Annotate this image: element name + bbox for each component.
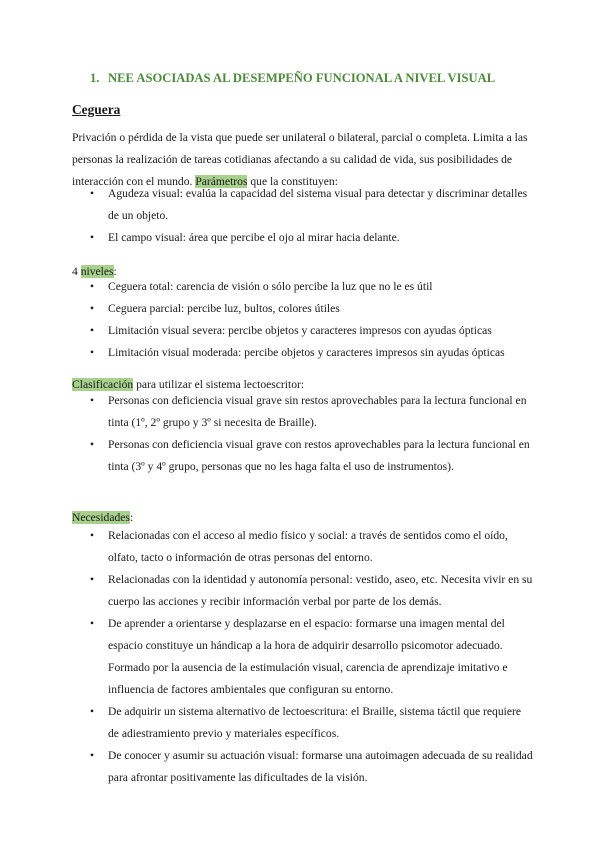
parametros-highlight: Parámetros [195, 175, 248, 188]
list-item: • Limitación visual severa: percibe objetos y caracteres impresos con ayudas ópticas [72, 320, 534, 342]
list-item: • Ceguera parcial: percibe luz, bultos, colores útiles [72, 298, 534, 320]
niveles-count: 4 [72, 265, 81, 278]
list-item: • Personas con deficiencia visual grave sin restos aprovechables para la lectura funcional en tinta (1º, 2º grupo y 3º si necesita de Braille). [72, 390, 534, 434]
title-number: 1. [90, 71, 100, 85]
section-heading: Ceguera [72, 102, 121, 117]
intro-after: que la constituyen: [247, 175, 338, 188]
list-item: • Relacionadas con la identidad y autonomía personal: vestido, aseo, etc. Necesita vivir en su cuerpo las acciones y recibir información verbal por parte de los demás. [72, 569, 534, 613]
niveles-highlight: niveles [80, 265, 114, 278]
niveles-list [72, 276, 534, 364]
necesidades-colon: : [129, 511, 134, 524]
necesidades-highlight: Necesidades [72, 511, 130, 524]
page-title [90, 69, 495, 87]
list-item: • De aprender a orientarse y desplazarse en el espacio: formarse una imagen mental del espacio constituye un hándicap a la hora de adquirir desarrollo psicomotor adecuado. Formado por la ausencia de la estimulación visual, carencia de aprendizaje imitativo e influencia de factores ambientales que configuran su entorno. [72, 613, 534, 701]
necesidades-list [72, 525, 534, 789]
list-item: • El campo visual: área que percibe el ojo al mirar hacia delante. [72, 227, 534, 249]
parametros-list [72, 183, 534, 249]
list-item: • De conocer y asumir su actuación visual: formarse una autoimagen adecuada de su realidad para afrontar positivamente las dificultades de la visión. [72, 745, 534, 789]
intro-text: Privación o pérdida de la vista que puede ser unilateral o bilateral, parcial o completa. Limita a las personas la realización de tareas cotidianas afectando a su calidad de vida, sus posibilidades de interacción con el mundo. [72, 131, 528, 188]
list-item: • Agudeza visual: evalúa la capacidad del sistema visual para detectar y discriminar detalles de un objeto. [72, 183, 534, 227]
clasificacion-after: para utilizar el sistema lectoescritor: [133, 378, 305, 391]
list-item: • Limitación visual moderada: percibe objetos y caracteres impresos sin ayudas ópticas [72, 342, 534, 364]
clasificacion-highlight: Clasificación [72, 378, 134, 391]
list-item: • Ceguera total: carencia de visión o sólo percibe la luz que no le es útil [72, 276, 534, 298]
niveles-colon: : [113, 265, 117, 278]
title-text: NEE ASOCIADAS AL DESEMPEÑO FUNCIONAL A NIVEL VISUAL [108, 71, 496, 85]
list-item: • De adquirir un sistema alternativo de lectoescritura: el Braille, sistema táctil que requiere de adiestramiento previo y materiales específicos. [72, 701, 534, 745]
list-item: • Personas con deficiencia visual grave con restos aprovechables para la lectura funcional en tinta (3º y 4º grupo, personas que no les haga falta el uso de instrumentos). [72, 434, 534, 478]
list-item: • Relacionadas con el acceso al medio físico y social: a través de sentidos como el oído, olfato, tacto o información de otras personas del entorno. [72, 525, 534, 569]
clasificacion-list [72, 390, 534, 478]
